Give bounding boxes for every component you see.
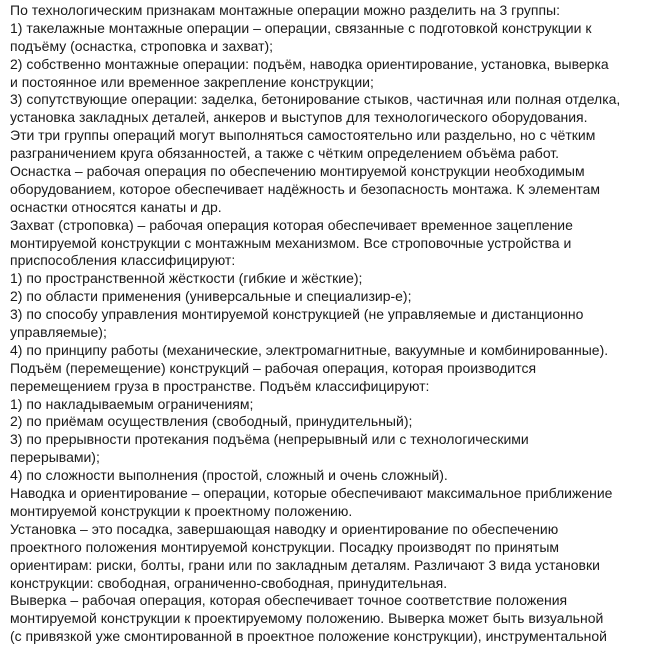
- text-line: Оснастка – рабочая операция по обеспечению монтируемой конструкции необходимым: [10, 163, 585, 180]
- text-line: 1) по пространственной жёсткости (гибкие и жёсткие);: [10, 270, 363, 287]
- text-line: Захват (строповка) – рабочая операция которая обеспечивает временное зацепление: [10, 216, 573, 233]
- text-line: 4) по принципу работы (механические, электромагнитные, вакуумные и комбинированные).: [10, 341, 609, 358]
- text-line: 3) по прерывности протекания подъёма (непрерывный или с технологическими: [10, 431, 529, 448]
- text-line: монтируемой конструкции с монтажным механизмом. Все строповочные устройства и: [10, 234, 572, 251]
- text-line: Установка – это посадка, завершающая наводку и ориентирование по обеспечению: [10, 520, 559, 537]
- text-line: перерывами);: [10, 449, 100, 466]
- text-line: Подъём (перемещение) конструкций – рабочая операция, которая производится: [10, 359, 537, 376]
- text-line: управляемые);: [10, 324, 107, 341]
- text-line: ориентирам: риски, болты, грани или по закладным деталям. Различают 3 вида установки: [10, 556, 600, 573]
- text-line: (с привязкой уже смонтированной в проектное положение конструкции), инструментальной: [10, 628, 608, 645]
- text-line: Наводка и ориентирование – операции, которые обеспечивают максимальное приближение: [10, 485, 613, 502]
- text-line: разграничением круга обязанностей, а также с чётким определением объёма работ.: [10, 145, 560, 162]
- text-line: Эти три группы операций могут выполняться самостоятельно или раздельно, но с чётким: [10, 127, 596, 144]
- text-line: проектного положения монтируемой конструкции. Посадку производят по принятым: [10, 538, 560, 555]
- text-line: 1) такелажные монтажные операции – операции, связанные с подготовкой конструкции к: [10, 19, 592, 36]
- text-line: 1) по накладываемым ограничениям;: [10, 395, 254, 412]
- text-line: 3) сопутствующие операции: заделка, бетонирование стыков, частичная или полная отделка,: [10, 91, 621, 108]
- text-line: оснастки относятся канаты и др.: [10, 198, 222, 215]
- text-line: Выверка – рабочая операция, которая обеспечивает точное соответствие положения: [10, 592, 568, 609]
- text-line: установка закладных деталей, анкеров и выступов для технологического оборудования.: [10, 109, 588, 126]
- text-line: конструкции: свободная, ограниченно-свободная, принудительная.: [10, 574, 448, 591]
- document-text: [10, 2, 670, 646]
- text-line: 4) по сложности выполнения (простой, сложный и очень сложный).: [10, 467, 448, 484]
- text-line: подъёму (оснастка, строповка и захват);: [10, 37, 274, 54]
- text-line: 2) по приёмам осуществления (свободный, принудительный);: [10, 413, 413, 430]
- text-line: 2) собственно монтажные операции: подъём, наводка ориентирование, установка, выверка: [10, 55, 609, 72]
- text-line: перемещением груза в пространстве. Подъём классифицируют:: [10, 377, 430, 394]
- text-line: приспособления классифицируют:: [10, 252, 236, 269]
- text-line: По технологическим признакам монтажные операции можно разделить на 3 группы:: [10, 2, 560, 18]
- text-line: 3) по способу управления монтируемой конструкцией (не управляемые и дистанционно: [10, 306, 584, 323]
- text-line: монтируемой конструкции к проектному положению.: [10, 502, 353, 519]
- text-line: и постоянное или временное закрепление конструкции;: [10, 73, 374, 90]
- text-line: 2) по области применения (универсальные и специализир-е);: [10, 288, 412, 305]
- text-line: оборудованием, которое обеспечивает надёжность и безопасность монтажа. К элементам: [10, 180, 600, 197]
- text-line: монтируемой конструкции к проектируемому положению. Выверка может быть визуальной: [10, 610, 604, 627]
